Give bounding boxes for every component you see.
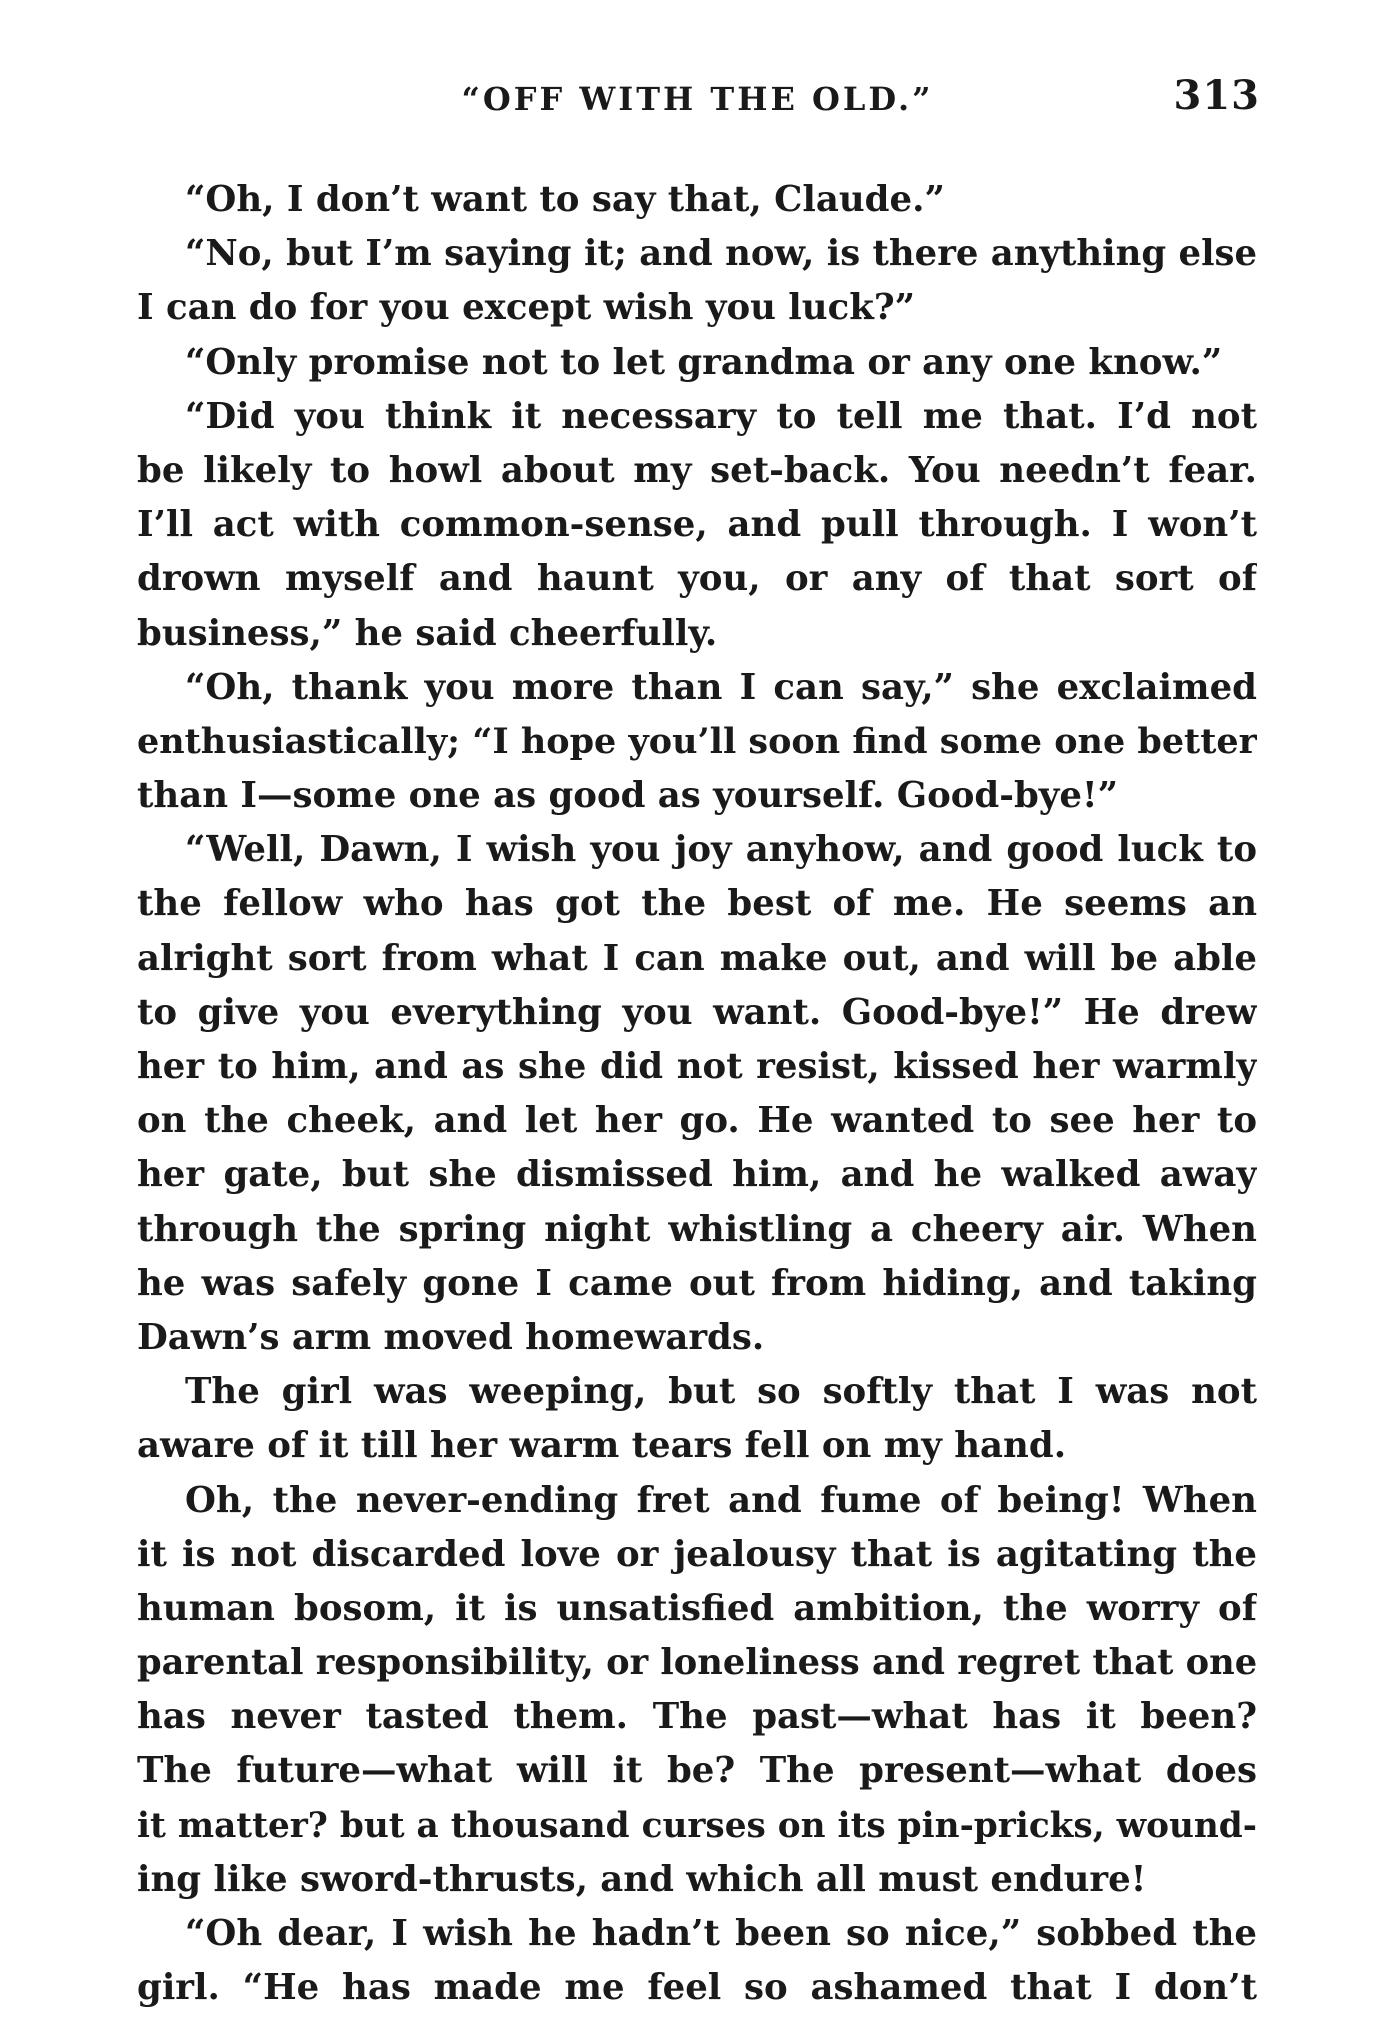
paragraph (137, 661, 1257, 824)
text-line: business,” he said cheerfully. (137, 612, 718, 654)
text-line: enthusiastically; “I hope you’ll soon find some one better (137, 720, 1257, 762)
text-line: it matter? but a thousand curses on its pin-pricks, wound- (137, 1805, 1257, 1846)
paragraph (137, 823, 1257, 1365)
text-line: drown myself and haunt you, or any of that sort of (137, 558, 1257, 600)
running-head (135, 68, 1260, 128)
page-number: 313 (1173, 72, 1260, 119)
text-line: he was safely gone I came out from hiding, and taking (137, 1262, 1257, 1304)
text-line: the fellow who has got the best of me. He seems an (137, 883, 1257, 925)
paragraph (137, 227, 1257, 335)
text-line: I’ll act with common-sense, and pull through. I won’t (137, 504, 1257, 546)
text-line: “Oh dear, I wish he hadn’t been so nice,” sobbed the (185, 1913, 1257, 1954)
paragraph (137, 1907, 1257, 2015)
paragraph (137, 1474, 1257, 1908)
text-line: I can do for you except wish you luck?” (137, 287, 916, 329)
text-line: ing like sword-thrusts, and which all must endure! (137, 1858, 1147, 1900)
text-line: parental responsibility, or loneliness and regret that one (137, 1642, 1257, 1684)
text-line: on the cheek, and let her go. He wanted to see her to (137, 1100, 1257, 1142)
paragraph (137, 1365, 1257, 1473)
text-line: The future—what will it be? The present—what does (137, 1750, 1257, 1792)
text-line: it is not discarded love or jealousy that is agitating the (137, 1533, 1257, 1575)
text-line: human bosom, it is unsatisfied ambition, the worry of (137, 1587, 1257, 1629)
text-line: her to him, and as she did not resist, kissed her warmly (137, 1046, 1257, 1087)
body-text (137, 173, 1257, 2015)
text-line: girl. “He has made me feel so ashamed that I don’t (137, 1967, 1257, 2009)
text-line: aware of it till her warm tears fell on my hand. (137, 1425, 1067, 1467)
running-title: “OFF WITH THE OLD.” (461, 80, 934, 118)
text-line: “Only promise not to let grandma or any one know.” (185, 341, 1223, 383)
text-line: her gate, but she dismissed him, and he walked away (137, 1154, 1257, 1196)
text-line: has never tasted them. The past—what has it been? (137, 1696, 1257, 1738)
text-line: “Well, Dawn, I wish you joy anyhow, and good luck to (185, 829, 1257, 871)
text-line: Dawn’s arm moved homewards. (137, 1316, 765, 1358)
text-line: “Oh, thank you more than I can say,” she exclaimed (185, 666, 1257, 708)
paragraph (137, 173, 1257, 227)
paragraph (137, 390, 1257, 661)
text-line: The girl was weeping, but so softly that I was not (185, 1371, 1257, 1413)
text-line: to give you everything you want. Good-bye!” He drew (137, 991, 1257, 1033)
text-line: through the spring night whistling a cheery air. When (137, 1208, 1257, 1250)
paragraph (137, 336, 1257, 390)
text-line: than I—some one as good as yourself. Good-bye!” (137, 775, 1119, 817)
text-line: Oh, the never-ending fret and fume of being! When (185, 1479, 1257, 1521)
text-line: “Did you think it necessary to tell me that. I’d not (185, 395, 1257, 437)
text-line: be likely to howl about my set-back. You needn’t fear. (137, 449, 1257, 491)
text-line: “Oh, I don’t want to say that, Claude.” (185, 179, 945, 220)
text-line: alright sort from what I can make out, and will be able (137, 937, 1257, 979)
text-line: “No, but I’m saying it; and now, is there anything else (185, 233, 1257, 275)
